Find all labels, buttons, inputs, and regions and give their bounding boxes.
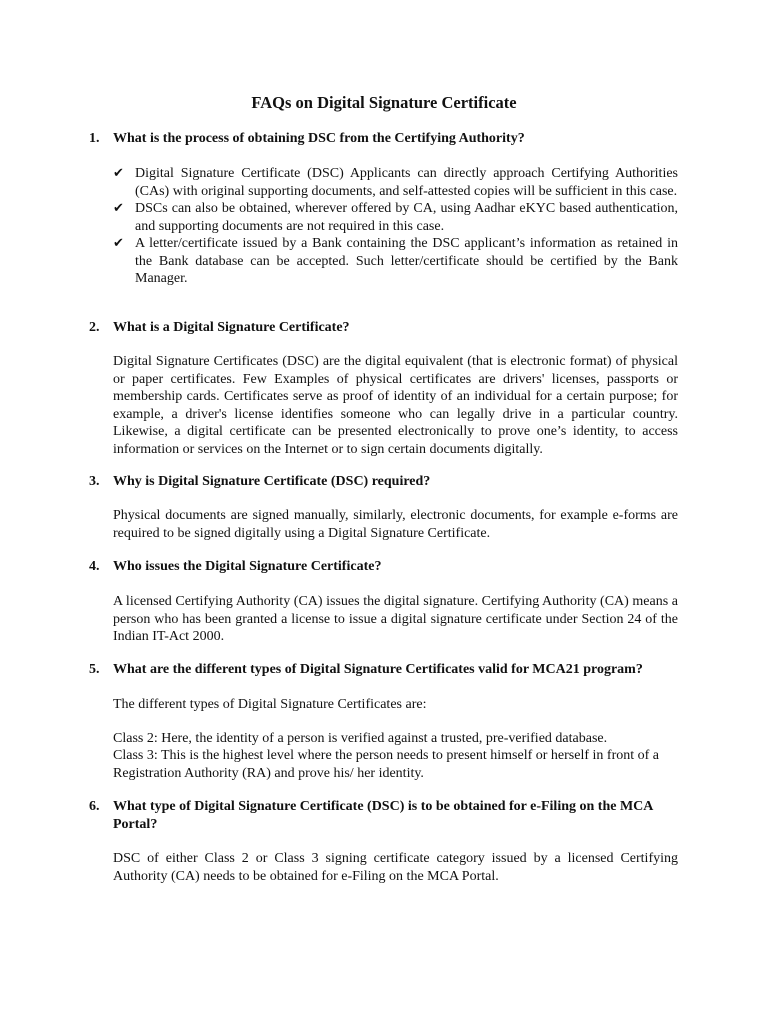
page-title: FAQs on Digital Signature Certificate — [251, 93, 517, 112]
answer-6-paragraph: DSC of either Class 2 or Class 3 signing certificate category issued by a licensed Certifying Authority (CA) needs to be obtained for e-Filing on the MCA Portal. — [113, 851, 678, 884]
question-1-text: What is the process of obtaining DSC from the Certifying Authority? — [113, 131, 525, 146]
answer-5-class-3: Class 3: This is the highest level where the person needs to present himself or herself in front of a Registration Authority (RA) and prove his/ her identity. — [113, 748, 659, 781]
answer-4-paragraph: A licensed Certifying Authority (CA) issues the digital signature. Certifying Authority (CA) means a person who has been granted a license to issue a digital signature certificate under Section 24 of the Indian IT-Act 2000. — [113, 594, 678, 644]
question-2-number: 2. — [89, 320, 100, 335]
list-item — [113, 235, 678, 288]
question-4-text: Who issues the Digital Signature Certificate? — [113, 559, 382, 574]
list-item — [113, 200, 678, 235]
answer-3-paragraph: Physical documents are signed manually, similarly, electronic documents, for example e-forms are required to be signed digitally using a Digital Signature Certificate. — [113, 508, 678, 541]
question-6-number: 6. — [89, 799, 100, 814]
question-1-bullet-list — [113, 165, 678, 288]
bullet-text: DSCs can also be obtained, wherever offered by CA, using Aadhar eKYC based authentication, and supporting documents are not required in this case. — [135, 201, 678, 234]
question-2-heading — [89, 319, 679, 337]
question-1-heading — [89, 130, 679, 148]
bullet-text: A letter/certificate issued by a Bank containing the DSC applicant’s information as retained in the Bank database can be accepted. Such letter/certificate should be certified by the Bank Manager. — [135, 236, 678, 286]
question-5-heading — [89, 661, 679, 679]
check-mark-icon: ✔ — [113, 236, 124, 251]
answer-5-class-2: Class 2: Here, the identity of a person is verified against a trusted, pre-verified database. — [113, 731, 608, 746]
question-5-text: What are the different types of Digital Signature Certificates valid for MCA21 program? — [113, 662, 643, 677]
list-item — [113, 165, 678, 200]
question-1-number: 1. — [89, 131, 100, 146]
question-4-heading — [89, 558, 679, 576]
question-2-text: What is a Digital Signature Certificate? — [113, 320, 350, 335]
bullet-text: Digital Signature Certificate (DSC) Applicants can directly approach Certifying Authorities (CAs) with original supporting documents, and self-attested copies will be sufficient in this case. — [135, 166, 678, 199]
question-3-heading — [89, 473, 679, 491]
answer-2-paragraph: Digital Signature Certificates (DSC) are the digital equivalent (that is electronic format) of physical or paper certificates. Few Examples of physical certificates are drivers' licenses, passports or membership cards. Certificates serve as proof of identity of an individual for a certain purpose; for example, a driver's license identifies someone who can legally drive in a particular country. Likewise, a digital certificate can be presented electronically to prove one’s identity, to access information or services on the Internet or to sign certain documents digitally. — [113, 354, 678, 457]
check-mark-icon: ✔ — [113, 166, 124, 181]
check-mark-icon: ✔ — [113, 201, 124, 216]
question-3-number: 3. — [89, 474, 100, 489]
question-4-number: 4. — [89, 559, 100, 574]
question-6-text: What type of Digital Signature Certificate (DSC) is to be obtained for e-Filing on the MCA Portal? — [113, 799, 653, 832]
question-3-text: Why is Digital Signature Certificate (DSC) required? — [113, 474, 431, 489]
question-6-heading — [89, 798, 679, 833]
answer-5-intro: The different types of Digital Signature Certificates are: — [113, 697, 427, 712]
question-5-number: 5. — [89, 662, 100, 677]
